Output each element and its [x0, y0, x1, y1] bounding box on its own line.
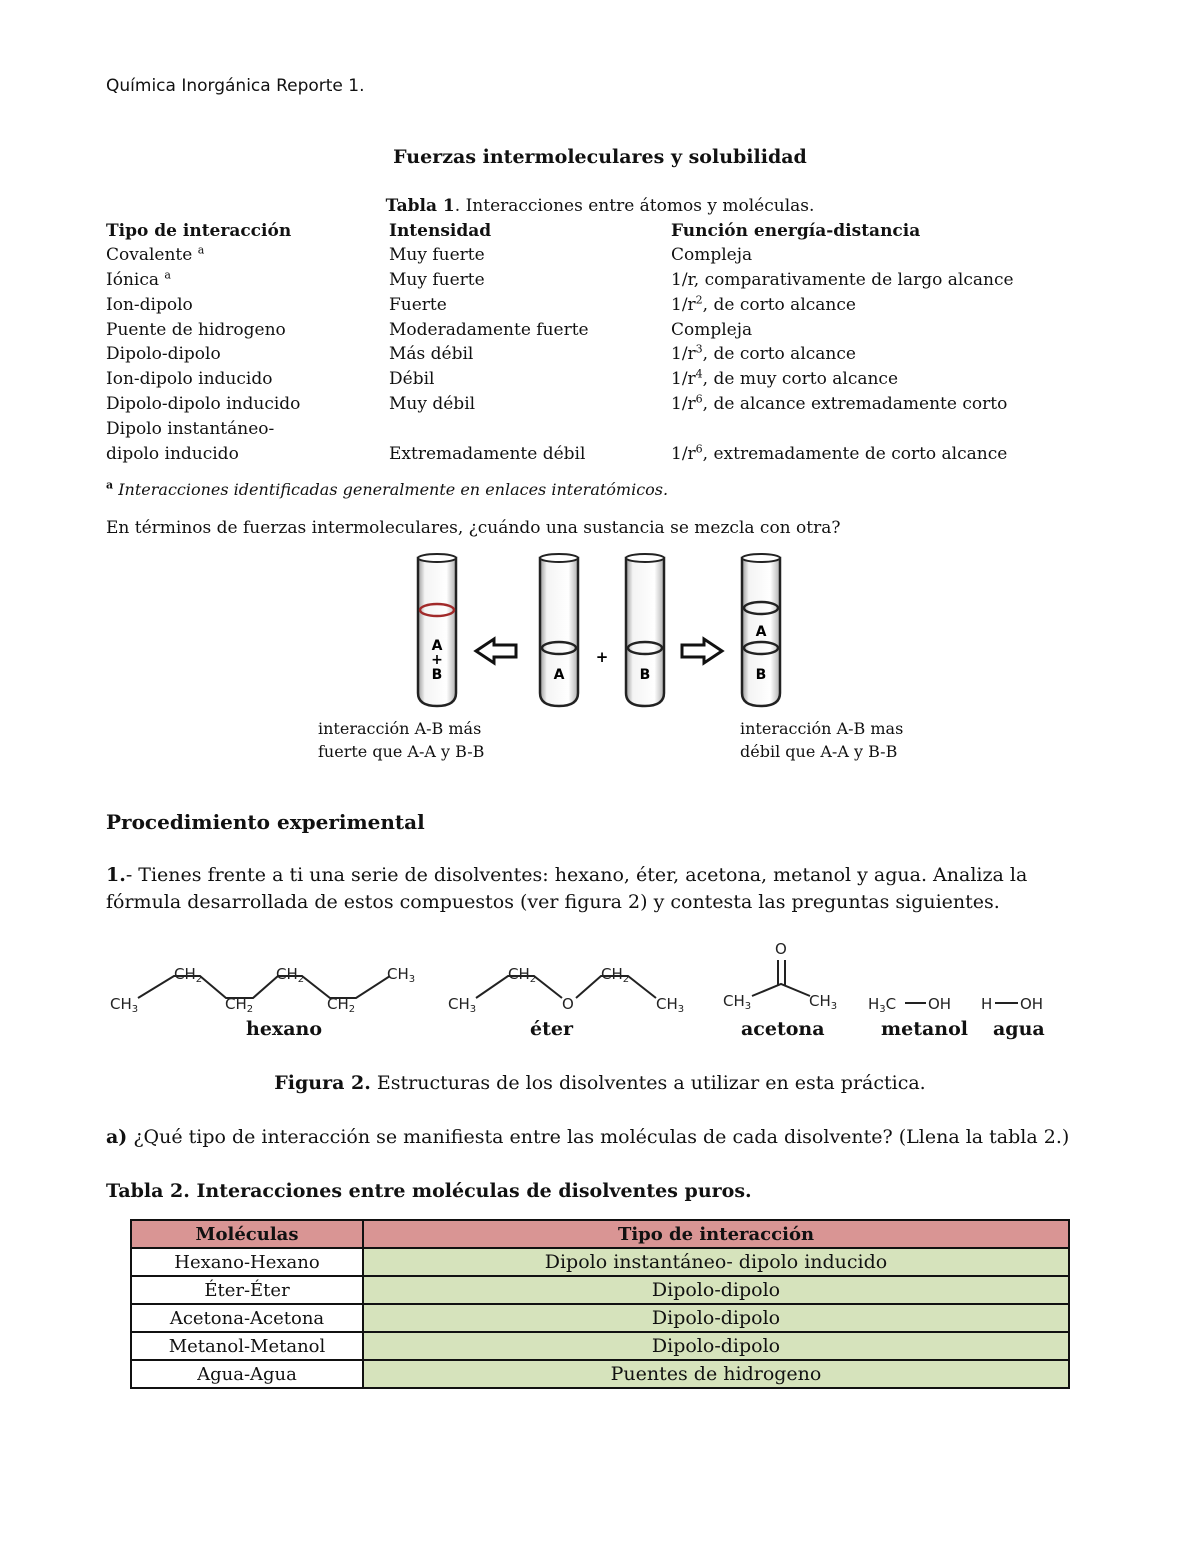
table1-cell-type: Dipolo-dipolo inducido [106, 394, 301, 414]
tube-label-plus: + [431, 652, 443, 668]
table1-cell-type [106, 245, 204, 265]
table1-cell-intensity: Más débil [389, 344, 474, 364]
function-text: 1/r [671, 444, 696, 464]
table1-cell-type [106, 270, 171, 290]
label-hexano: hexano [246, 1018, 323, 1040]
function-text: 1/r [671, 394, 696, 414]
table-row [131, 1360, 1069, 1388]
caption-line: débil que A-A y B-B [740, 742, 898, 761]
table1-cell-function [671, 344, 856, 364]
svg-text:O: O [775, 940, 787, 958]
function-text: 1/r, comparativamente de largo alcance [671, 270, 1014, 290]
function-text: 1/r [671, 344, 696, 364]
table1-cell-type-line1: Dipolo instantáneo- [106, 419, 275, 439]
solvent-structures-figure [108, 936, 1068, 1022]
caption-line: fuerte que A-A y B-B [318, 742, 485, 761]
function-exponent: 6 [695, 392, 703, 406]
table2-cell-molecules: Metanol-Metanol [131, 1332, 363, 1360]
document-header: Química Inorgánica Reporte 1. [106, 76, 365, 96]
table2-cell-molecules: Acetona-Acetona [131, 1304, 363, 1332]
table2-header-molecules: Moléculas [131, 1220, 363, 1248]
caption-line: interacción A-B mas [740, 719, 904, 738]
table1-type-text: Iónica [106, 270, 159, 290]
function-text-rest: , de corto alcance [702, 344, 856, 364]
table1-cell-intensity: Débil [389, 369, 435, 389]
table1-cell-intensity: Muy débil [389, 394, 476, 414]
svg-text:CH3: $CH_3$ [656, 995, 685, 1015]
table1-cell-intensity: Moderadamente fuerte [389, 320, 589, 340]
acetone-structure [723, 940, 837, 1012]
table2-cell-interaction[interactable]: Dipolo instantáneo- dipolo inducido [363, 1248, 1069, 1276]
plus-sign: + [595, 648, 609, 666]
table2-header-row [131, 1220, 1069, 1248]
svg-text:CH2: $CH_2$ [327, 995, 356, 1015]
svg-text:CH2: $CH_2$ [174, 965, 203, 985]
table-row [131, 1304, 1069, 1332]
table1-cell-function [671, 444, 1007, 464]
function-text-rest: , de alcance extremadamente corto [702, 394, 1008, 414]
figure1-caption-left [318, 717, 484, 763]
function-text: Compleja [671, 245, 753, 265]
function-exponent: 2 [695, 293, 703, 307]
svg-text:CH3: $CH_3$ [723, 992, 752, 1012]
intro-question: En términos de fuerzas intermoleculares, ¿cuándo una sustancia se mezcla con otra? [106, 518, 841, 538]
paragraph-number: 1. [106, 864, 126, 886]
arrow-right-icon [682, 639, 722, 663]
arrow-left-icon [476, 639, 516, 663]
table1-type-text: Covalente [106, 245, 193, 265]
table2-cell-interaction[interactable]: Dipolo-dipolo [363, 1276, 1069, 1304]
table1-caption-label: Tabla 1 [385, 196, 455, 216]
function-text: 1/r [671, 369, 696, 389]
table1-row [106, 245, 1106, 270]
table1-row [106, 444, 1106, 469]
table1-caption [0, 196, 1200, 216]
svg-text:CH3: $CH_3$ [110, 995, 139, 1015]
document-title: Fuerzas intermoleculares y solubilidad [393, 146, 807, 168]
tube-label-a: A [431, 638, 443, 654]
table2-cell-interaction[interactable]: Puentes de hidrogeno [363, 1360, 1069, 1388]
tube-separated [742, 554, 780, 706]
function-text-rest: , de corto alcance [702, 295, 856, 315]
table2-cell-molecules: Agua-Agua [131, 1360, 363, 1388]
table2-cell-interaction[interactable]: Dipolo-dipolo [363, 1332, 1069, 1360]
paragraph-text: - Tienes frente a ti una serie de disolventes: hexano, éter, acetona, metanol y agua. Analiza la fórmula desarrollada de estos compuestos (ver figura 2) y contesta las preguntas siguientes. [106, 864, 1028, 913]
function-exponent: 3 [695, 342, 703, 356]
svg-text:CH2: $CH_2$ [508, 965, 537, 985]
table-row [131, 1248, 1069, 1276]
svg-text:O: O [562, 995, 574, 1013]
table1-cell-intensity: Fuerte [389, 295, 447, 315]
table1-cell-intensity: Muy fuerte [389, 270, 485, 290]
procedure-paragraph-1 [106, 862, 1096, 916]
tube-label-b: B [639, 667, 651, 683]
table1-row [106, 394, 1106, 419]
svg-text:H3C: $H_3C$ [868, 995, 897, 1015]
tube-b [626, 554, 664, 706]
procedure-heading: Procedimiento experimental [106, 810, 425, 834]
function-text: 1/r [671, 295, 696, 315]
table1-row [106, 270, 1106, 295]
table1-row [106, 295, 1106, 320]
tube-label-b: B [755, 667, 767, 683]
table1-cell-type: Puente de hidrogeno [106, 320, 286, 340]
table1-header-function: Función energía-distancia [671, 221, 921, 241]
footnote-mark: a [106, 478, 114, 492]
water-structure [981, 995, 1043, 1013]
svg-text:CH2: $CH_2$ [225, 995, 254, 1015]
footnote-mark: a [164, 268, 171, 282]
table1-cell-function [671, 295, 856, 315]
table1-cell-function [671, 394, 1007, 414]
question-a [106, 1126, 1069, 1148]
tube-mixed [418, 554, 456, 706]
table2-cell-molecules: Éter-Éter [131, 1276, 363, 1304]
figure2-caption-text: Estructuras de los disolventes a utilizar en esta práctica. [370, 1072, 926, 1094]
table1-cell-type: Dipolo-dipolo [106, 344, 221, 364]
test-tubes-figure [400, 548, 800, 710]
table1-cell-type-line2: dipolo inducido [106, 444, 239, 464]
table2-cell-interaction[interactable]: Dipolo-dipolo [363, 1304, 1069, 1332]
table1-header-row [106, 221, 1106, 246]
table1-row [106, 320, 1106, 345]
table1-cell-function [671, 369, 898, 389]
svg-text:CH3: $CH_3$ [387, 965, 416, 985]
table2-cell-molecules: Hexano-Hexano [131, 1248, 363, 1276]
svg-text:CH3: $CH_3$ [448, 995, 477, 1015]
table1-row [106, 344, 1106, 369]
table1-header-intensity: Intensidad [389, 221, 492, 241]
table1-caption-text: . Interacciones entre átomos y moléculas. [454, 196, 815, 216]
function-text-rest: , de muy corto alcance [702, 369, 899, 389]
label-metanol: metanol [881, 1018, 968, 1040]
ether-structure [448, 965, 684, 1015]
table1-row [106, 419, 1106, 444]
caption-line: interacción A-B más [318, 719, 482, 738]
tube-a [540, 554, 578, 706]
table1-footnote [106, 480, 668, 499]
function-exponent: 4 [695, 367, 703, 381]
table1-header-type: Tipo de interacción [106, 221, 292, 241]
svg-text:OH: OH [928, 995, 952, 1013]
table-row [131, 1332, 1069, 1360]
table1-cell-function [671, 245, 752, 265]
figure2-caption [0, 1072, 1200, 1094]
tube-label-a: A [553, 667, 565, 683]
label-agua: agua [993, 1018, 1045, 1040]
footnote-mark: a [197, 243, 205, 257]
table1-row [106, 369, 1106, 394]
function-text-rest: , extremadamente de corto alcance [702, 444, 1008, 464]
table2-header-interaction: Tipo de interacción [363, 1220, 1069, 1248]
table2-caption: Tabla 2. Interacciones entre moléculas de disolventes puros. [106, 1180, 752, 1202]
hexane-structure [110, 965, 415, 1015]
table-row [131, 1276, 1069, 1304]
tube-label-a: A [755, 624, 767, 640]
table1-cell-type: Ion-dipolo inducido [106, 369, 273, 389]
function-exponent: 6 [695, 442, 703, 456]
methanol-structure [868, 995, 951, 1015]
svg-text:CH3: $CH_3$ [809, 992, 838, 1012]
label-eter: éter [530, 1018, 573, 1040]
table1-cell-intensity: Muy fuerte [389, 245, 485, 265]
figure1-caption-right [740, 717, 903, 763]
svg-text:OH: OH [1020, 995, 1044, 1013]
question-a-text: ¿Qué tipo de interacción se manifiesta entre las moléculas de cada disolvente? (Llena la tabla 2.) [127, 1126, 1070, 1148]
figure2-caption-label: Figura 2. [274, 1072, 371, 1094]
tube-label-b: B [431, 667, 443, 683]
table2 [130, 1219, 1070, 1389]
table1-cell-intensity: Extremadamente débil [389, 444, 586, 464]
table1-cell-function [671, 270, 1014, 290]
table1-cell-function: Compleja [671, 320, 753, 340]
svg-text:H: H [981, 995, 993, 1013]
svg-text:CH2: $CH_2$ [601, 965, 630, 985]
label-acetona: acetona [741, 1018, 825, 1040]
table1-cell-type: Ion-dipolo [106, 295, 193, 315]
svg-text:CH2: $CH_2$ [276, 965, 305, 985]
footnote-text: Interacciones identificadas generalmente en enlaces interatómicos. [113, 480, 669, 499]
question-a-label: a) [106, 1126, 128, 1148]
